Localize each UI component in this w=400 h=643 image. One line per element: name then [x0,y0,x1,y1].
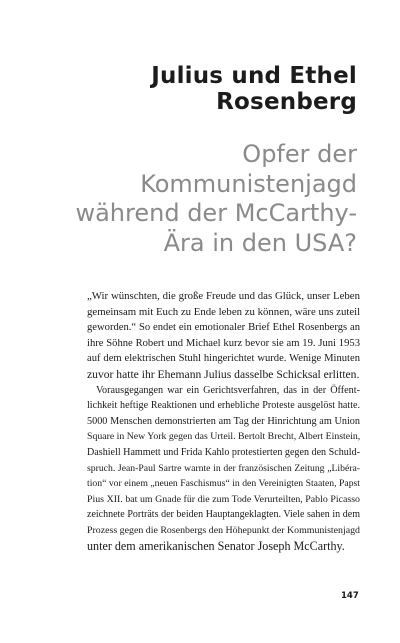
title-line: Julius und Ethel [151,63,357,89]
title-line: Rosenberg [216,89,357,115]
body-line: lichkeit heftige Reaktionen und erhebliche Proteste ausgelöst hatte. [87,400,360,412]
body-line: zeichnete Porträts der beiden Hauptangeklagten. Viele sahen in dem [87,509,360,521]
page-number: 147 [341,591,359,601]
body-line: spruch. Jean-Paul Sartre warnte in der französischen Zeitung „Libéra- [87,462,360,474]
body-line: Prozess gegen die Rosenbergs den Höhepunkt der Kommunistenjagd [87,524,360,536]
body-line: Pius XII. bat um Gnade für die zum Tode Verurteilten, Pablo Picasso [87,493,360,505]
subtitle-line: Kommunistenjagd [140,169,357,198]
body-line: geworden.“ So endet ein emotionaler Brief Ethel Rosenbergs an [87,322,360,334]
body-line: 5000 Menschen demonstrierten am Tag der Hinrichtung am Union [87,415,360,427]
body-line: tion“ vor einem „neuen Faschismus“ in den Vereinigten Staaten, Papst [87,478,360,490]
body-line: Vorausgegangen war ein Gerichtsverfahren, das in der Öffent- [96,384,360,396]
body-text [87,289,360,554]
body-line: auf dem elektrischen Stuhl hingerichtet wurde. Wenige Minuten [87,353,360,365]
body-line: zuvor hatte ihr Ehemann Julius dasselbe Schicksal erlitten. [87,367,360,381]
body-line: „Wir wünschten, die große Freude und das Glück, unser Leben [87,290,360,302]
body-line: gemeinsam mit Euch zu Ende leben zu können, wäre uns zuteil [87,305,361,318]
body-line: ihre Söhne Robert und Michael kurz bevor sie am 19. Juni 1953 [87,337,360,349]
chapter-title [151,63,357,115]
subtitle-line: während der McCarthy- [75,199,357,227]
subtitle-line: Opfer der [242,140,357,168]
subtitle-line: Ära in den USA? [163,228,357,257]
chapter-subtitle [75,140,357,258]
body-line: unter dem amerikanischen Senator Joseph McCarthy. [87,538,345,553]
body-line: Dashiell Hammett und Frida Kahlo protestierten gegen den Schuld- [87,446,361,458]
body-line: Square in New York gegen das Urteil. Bertolt Brecht, Albert Einstein, [87,431,361,443]
